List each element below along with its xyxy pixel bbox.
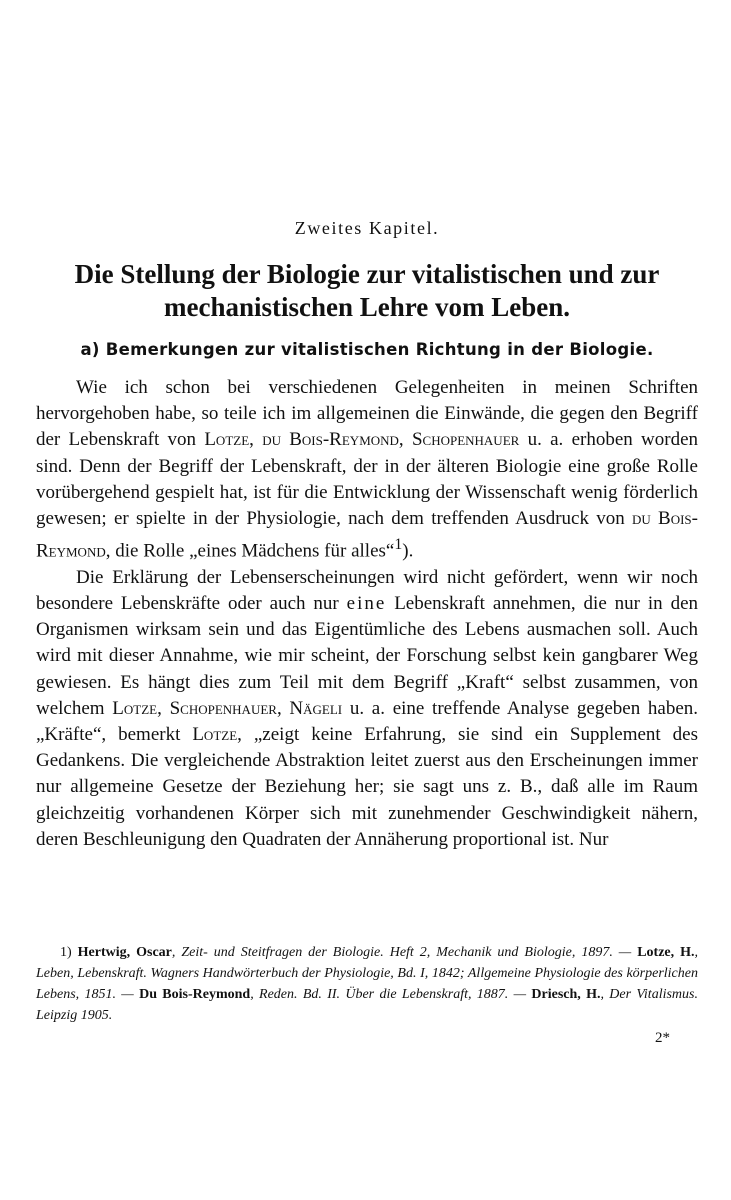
paragraph-1-text: , die Rolle „eines Mädchens für alles“ bbox=[105, 540, 395, 562]
book-page bbox=[36, 0, 698, 1200]
author-name: du Bois-Reymond bbox=[36, 508, 698, 562]
footnote-author: Lotze, H. bbox=[637, 945, 695, 960]
paragraph-1-text: u. a. erhoben worden sind. Denn der Begriff der Lebenskraft, der in der älteren Biologie eine große Rolle vorübergehend gespielt hat, ist für die Entwicklung der Wissenschaft wenig förderlich gewesen; er spielte in der Physiologie, nach dem treffenden Ausdruck von bbox=[36, 429, 699, 530]
body-text bbox=[36, 375, 698, 853]
chapter-heading: Zweites Kapitel. bbox=[294, 218, 440, 238]
author-name: Schopenhauer bbox=[169, 697, 277, 719]
paragraph-2-text: , bbox=[276, 697, 290, 719]
paragraph-2-text: Die Erklärung der Lebenserscheinungen wird nicht gefördert, wenn wir noch besondere Lebenskräfte oder auch nur bbox=[36, 566, 698, 614]
paragraph-1-text: ). bbox=[402, 540, 414, 562]
author-name: Nägeli bbox=[289, 697, 343, 719]
paragraph-1-text: , bbox=[249, 429, 263, 451]
paragraph-1-text: Wie ich schon bei verschiedenen Gelegenheiten in meinen Schriften hervorgehoben habe, so teile ich im allgemeinen die Einwände, die gegen den Begriff der Lebenskraft von bbox=[36, 377, 698, 451]
footnote-text: , Der Vitalismus. Leipzig 1905. bbox=[36, 987, 698, 1023]
author-name: Lotze bbox=[192, 723, 238, 745]
paragraph-2-text: , bbox=[157, 697, 170, 719]
paragraph-1-text: , bbox=[398, 429, 412, 451]
author-name: du Bois-Reymond bbox=[262, 429, 399, 451]
paragraph-2-text: Lebenskraft annehmen, die nur in den Organismen wirksam sein und das Eigentümliche des Lebens ausmachen soll. Auch wird mit dieser Annahme, wie mir scheint, der Forschung selbst kein gangbarer Weg gewiesen. Es hängt dies zum Teil mit dem Begriff „Kraft“ selbst zusammen, von welchem bbox=[36, 592, 699, 719]
footnote-author: Du Bois-Reymond bbox=[139, 987, 251, 1002]
signature-mark: 2* bbox=[655, 1030, 670, 1046]
footnote-marker: 1) bbox=[60, 945, 72, 960]
footnote-author: Driesch, H. bbox=[531, 987, 601, 1002]
author-name: Schopenhauer bbox=[411, 429, 520, 451]
footnote-reference: 1 bbox=[394, 536, 403, 554]
chapter-title-line-1: Die Stellung der Biologie zur vitalistischen und zur bbox=[74, 259, 660, 289]
section-heading: a) Bemerkungen zur vitalistischen Richtung in der Biologie. bbox=[80, 340, 654, 359]
emphasis-text: eine bbox=[346, 592, 387, 614]
paragraph-2-text: , „zeigt keine Erfahrung, sie sind ein Supplement des Gedankens. Die vergleichende Abstraktion leitet zuerst aus den Erscheinungen immer nur allgemeine Gesetze der Beziehung her; sie sagt uns z. B., daß alle im Raum gleichzeitig vorhandenen Körper sich mit zunehmender Geschwindigkeit nähern, deren Beschleunigung den Quadraten der Annäherung proportional ist. Nur bbox=[36, 723, 698, 850]
chapter-title-line-2: mechanistischen Lehre vom Leben. bbox=[164, 292, 570, 322]
paragraph-1 bbox=[36, 375, 698, 565]
author-name: Lotze bbox=[204, 429, 250, 451]
paragraph-2-text: u. a. eine treffende Analyse gegeben haben. „Kräfte“, bemerkt bbox=[36, 697, 699, 745]
footnote bbox=[36, 942, 698, 1026]
author-name: Lotze bbox=[112, 697, 158, 719]
chapter-title bbox=[36, 258, 698, 324]
paragraph-2 bbox=[36, 565, 698, 853]
footnote-text: , Zeit- und Steitfragen der Biologie. Heft 2, Mechanik und Biologie, 1897. — bbox=[171, 945, 638, 960]
footnote-text: , Reden. Bd. II. Über die Lebenskraft, 1887. — bbox=[250, 987, 532, 1002]
footnote-text: , Leben, Lebenskraft. Wagners Handwörterbuch der Physiologie, Bd. I, 1842; Allgemeine Physiologie des körperlichen Lebens, 1851. — bbox=[36, 945, 699, 1002]
footnote-author: Hertwig, Oscar bbox=[77, 945, 172, 960]
